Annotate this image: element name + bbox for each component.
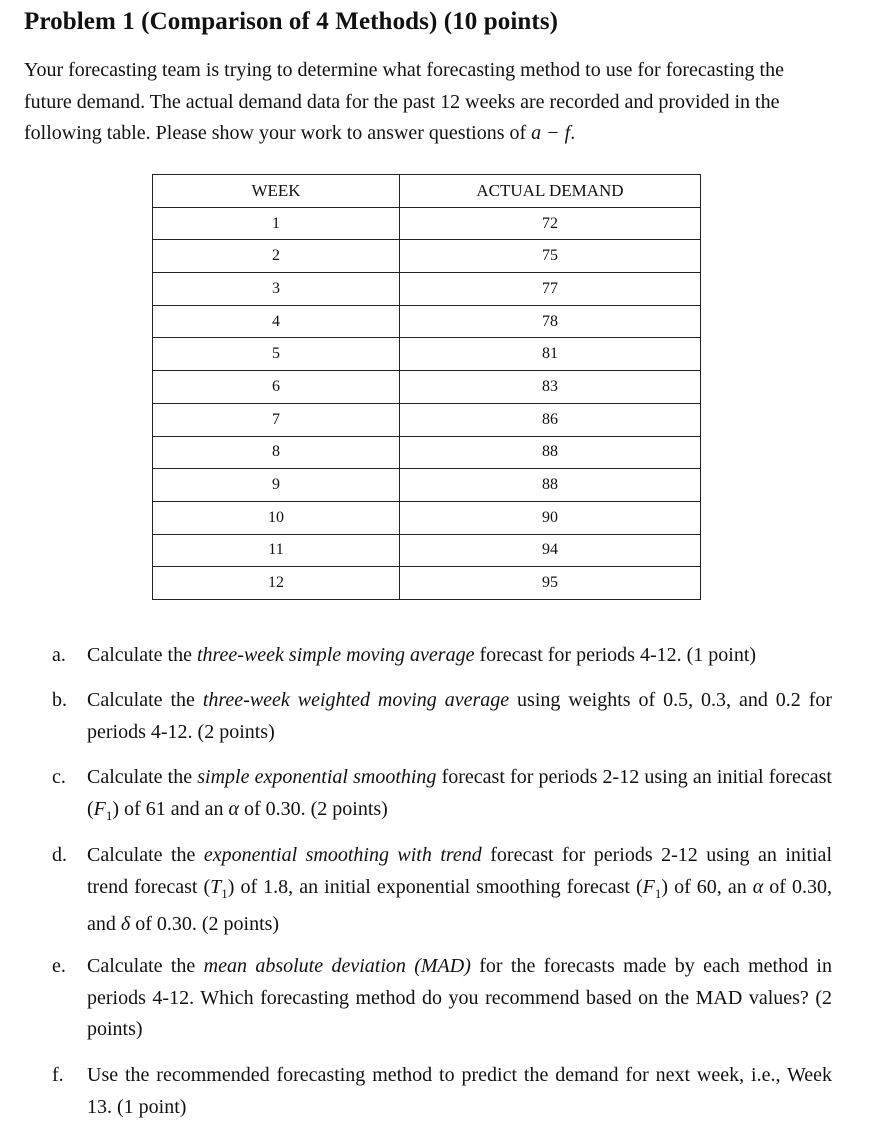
demand-cell: 88 — [400, 436, 701, 469]
week-cell: 1 — [153, 207, 400, 240]
demand-cell: 95 — [400, 567, 701, 600]
week-cell: 4 — [153, 305, 400, 338]
week-cell: 3 — [153, 273, 400, 306]
week-cell: 12 — [153, 567, 400, 600]
table-row — [153, 567, 701, 600]
table-row — [153, 273, 701, 306]
week-cell: 10 — [153, 501, 400, 534]
week-cell: 5 — [153, 338, 400, 371]
demand-cell: 86 — [400, 403, 701, 436]
table-row — [153, 403, 701, 436]
intro-text: Your forecasting team is trying to determine what forecasting method to use for forecasting the future demand. The actual demand data for the past 12 weeks are recorded and provided in the following table. Please show your work to answer questions of — [24, 59, 784, 144]
question-label: e. — [52, 955, 66, 977]
question-text: Calculate the mean absolute deviation (MAD) for the forecasts made by each method in periods 4-12. Which forecasting method do you recommend based on the MAD values? (2 points) — [87, 955, 832, 1040]
demand-cell: 94 — [400, 534, 701, 567]
question-text: Use the recommended forecasting method to predict the demand for next week, i.e., Week 13. (1 point) — [87, 1064, 832, 1118]
intro-math: a − f — [531, 122, 571, 144]
question-e — [52, 951, 832, 1046]
question-label: d. — [52, 844, 67, 866]
table-row — [153, 436, 701, 469]
question-text: Calculate the three-week weighted moving average using weights of 0.5, 0.3, and 0.2 for periods 4-12. (2 points) — [87, 689, 833, 743]
question-text: Calculate the three-week simple moving average forecast for periods 4-12. (1 point) — [87, 644, 757, 666]
question-text: Calculate the simple exponential smoothing forecast for periods 2-12 using an initial forecast $(F_1)$ of 61 and an α of 0.30. (2 points) — [87, 766, 832, 823]
problem-intro — [24, 55, 836, 150]
demand-cell: 75 — [400, 240, 701, 273]
week-cell: 11 — [153, 534, 400, 567]
demand-table — [152, 174, 701, 600]
demand-cell: 78 — [400, 305, 701, 338]
question-text: Calculate the exponential smoothing with trend forecast for periods 2-12 using an initial trend forecast $(T_1)$ of 1.8, an initial exponential smoothing forecast $(F_1)$ of 60, an α of 0.30, and δ of 0.30. (2 points) — [87, 844, 833, 935]
demand-cell: 81 — [400, 338, 701, 371]
question-d — [52, 840, 832, 941]
demand-cell: 83 — [400, 371, 701, 404]
question-label: a. — [52, 644, 66, 666]
table-row — [153, 469, 701, 502]
table-row — [153, 371, 701, 404]
week-cell: 7 — [153, 403, 400, 436]
table-row — [153, 240, 701, 273]
question-label: b. — [52, 689, 67, 711]
question-f — [52, 1060, 832, 1123]
question-c — [52, 762, 832, 831]
table-row — [153, 207, 701, 240]
demand-cell: 77 — [400, 273, 701, 306]
question-label: f. — [52, 1064, 64, 1086]
question-a — [52, 640, 832, 672]
question-b — [52, 685, 832, 748]
week-cell: 6 — [153, 371, 400, 404]
week-cell: 8 — [153, 436, 400, 469]
demand-cell: 88 — [400, 469, 701, 502]
week-cell: 2 — [153, 240, 400, 273]
question-label: c. — [52, 766, 66, 788]
demand-header: ACTUAL DEMAND — [400, 175, 701, 208]
demand-cell: 90 — [400, 501, 701, 534]
table-row — [153, 501, 701, 534]
week-cell: 9 — [153, 469, 400, 502]
table-row — [153, 305, 701, 338]
intro-end: . — [570, 122, 576, 144]
week-header: WEEK — [153, 175, 400, 208]
table-row — [153, 338, 701, 371]
table-header-row — [153, 175, 701, 208]
demand-cell: 72 — [400, 207, 701, 240]
problem-title: Problem 1 (Comparison of 4 Methods) (10 points) — [24, 8, 559, 35]
table-row — [153, 534, 701, 567]
